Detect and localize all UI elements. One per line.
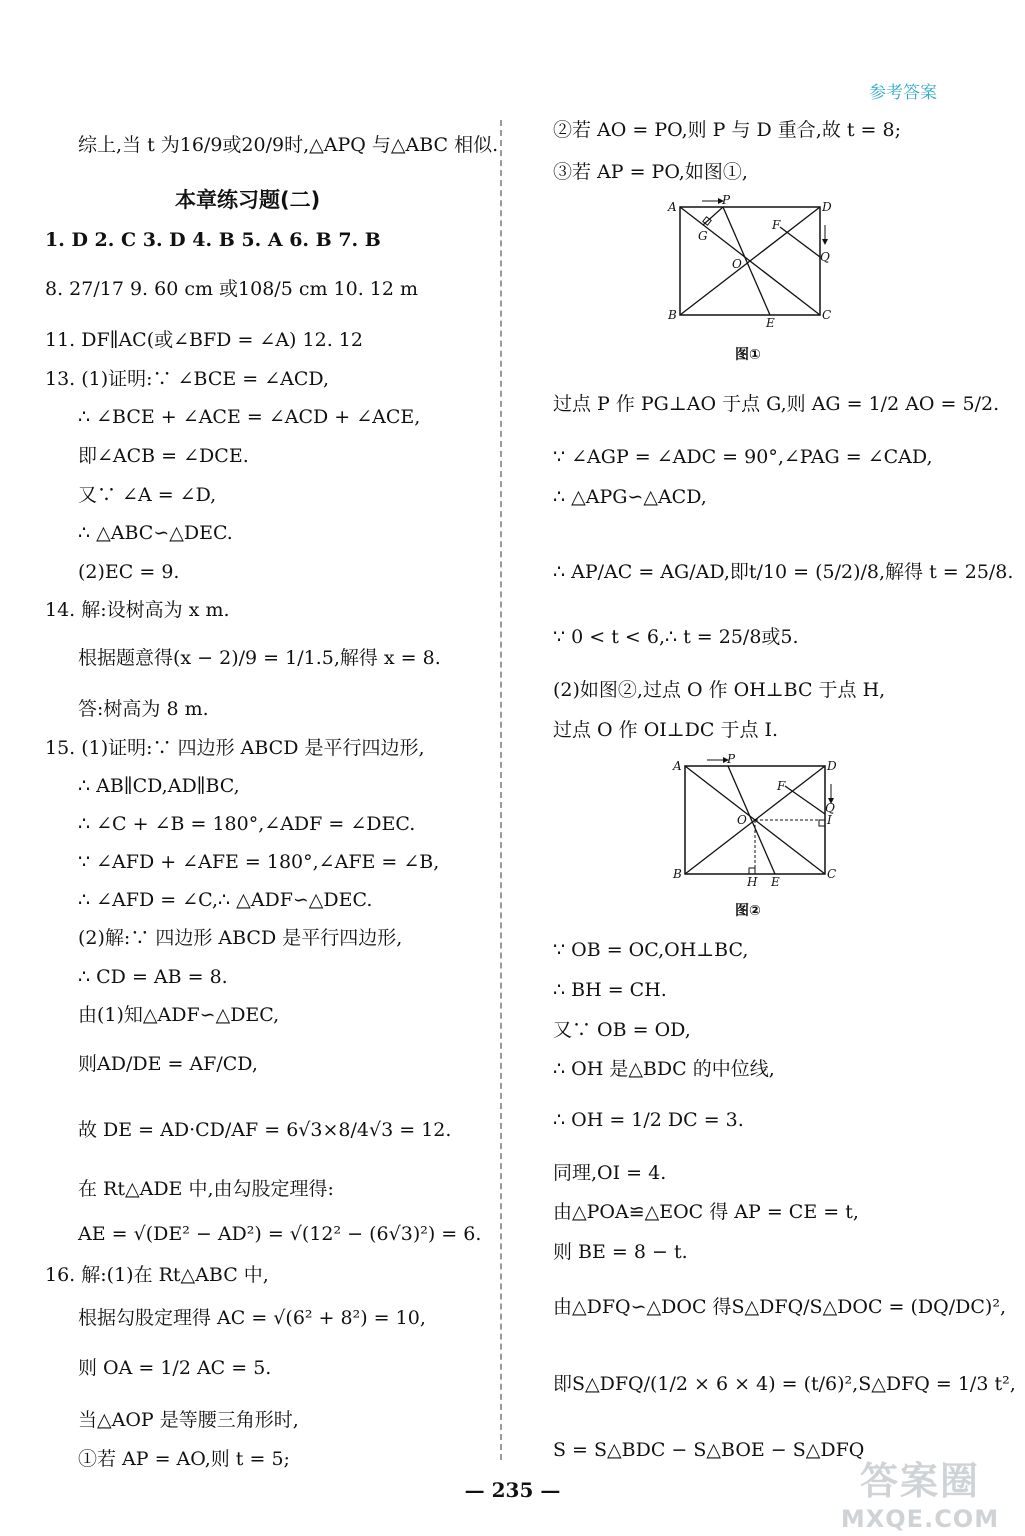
figure-1	[660, 195, 840, 330]
text-line: 14. 解:设树高为 x m.	[45, 599, 230, 621]
text-line: ∵ ∠AGP = ∠ADC = 90°,∠PAG = ∠CAD,	[553, 446, 933, 468]
figure-2-caption: 图②	[735, 903, 761, 919]
fig2-label-D: D	[827, 759, 837, 773]
text-line: ∴ △APG∽△ACD,	[553, 486, 707, 508]
text-line: 16. 解:(1)在 Rt△ABC 中,	[45, 1264, 269, 1286]
fig2-label-E: E	[771, 875, 780, 887]
text-line: ③若 AP = PO,如图①,	[553, 161, 748, 183]
fig1-label-A: A	[668, 200, 677, 214]
fig1-label-E: E	[766, 316, 775, 330]
text-line: ∴ CD = AB = 8.	[78, 966, 228, 988]
fig2-label-I: I	[827, 813, 832, 827]
fig1-label-F: F	[772, 218, 781, 232]
fig2-label-B: B	[673, 867, 682, 881]
text-line: 根据题意得(x − 2)/9 = 1/1.5,解得 x = 8.	[78, 647, 441, 669]
text-line: ①若 AP = AO,则 t = 5;	[78, 1448, 290, 1470]
watermark-text: 答案圈	[859, 1459, 980, 1503]
text-line: 8. 27/17 9. 60 cm 或108/5 cm 10. 12 m	[45, 278, 419, 300]
figure-1-caption: 图①	[735, 347, 761, 363]
figure-2	[665, 752, 845, 887]
fig2-label-P: P	[727, 752, 736, 766]
watermark-url: MXQE.COM	[840, 1505, 1000, 1533]
text-line: 则 OA = 1/2 AC = 5.	[78, 1357, 272, 1379]
text-line: 答:树高为 8 m.	[78, 698, 209, 720]
text-line: ∵ ∠AFD + ∠AFE = 180°,∠AFE = ∠B,	[78, 851, 440, 873]
text-line: ∵ OB = OC,OH⊥BC,	[553, 939, 749, 961]
fig2-label-C: C	[827, 867, 837, 881]
text-line: (2)解:∵ 四边形 ABCD 是平行四边形,	[78, 927, 403, 949]
page-number: — 235 —	[464, 1478, 561, 1502]
text-line: 13. (1)证明:∵ ∠BCE = ∠ACD,	[45, 368, 330, 390]
fig1-label-P: P	[722, 195, 731, 207]
text-line: ∴ OH 是△BDC 的中位线,	[553, 1058, 775, 1080]
text-line: S = S△BDC − S△BOE − S△DFQ	[553, 1439, 865, 1461]
text-line: ②若 AO = PO,则 P 与 D 重合,故 t = 8;	[553, 119, 902, 141]
text-line: 则AD/DE = AF/CD,	[78, 1053, 258, 1075]
text-line: 又∵ OB = OD,	[553, 1019, 691, 1041]
fig2-label-Q: Q	[825, 801, 835, 815]
fig2-label-H: H	[747, 875, 758, 887]
text-line: 15. (1)证明:∵ 四边形 ABCD 是平行四边形,	[45, 737, 425, 759]
text-line: 即S△DFQ/(1/2 × 6 × 4) = (t/6)²,S△DFQ = 1/3 t²,	[553, 1373, 1016, 1395]
text-line: 又∵ ∠A = ∠D,	[78, 484, 217, 506]
text-line: 综上,当 t 为16/9或20/9时,△APQ 与△ABC 相似.	[78, 134, 499, 156]
text-line: 11. DF∥AC(或∠BFD = ∠A) 12. 12	[45, 329, 363, 351]
text-line: ∴ ∠BCE + ∠ACE = ∠ACD + ∠ACE,	[78, 406, 421, 428]
fig1-label-D: D	[822, 200, 832, 214]
text-line: (2)如图②,过点 O 作 OH⊥BC 于点 H,	[553, 679, 886, 701]
text-line: ∴ OH = 1/2 DC = 3.	[553, 1109, 744, 1131]
text-line: 则 BE = 8 − t.	[553, 1241, 688, 1263]
section-title: 本章练习题(二)	[175, 188, 321, 212]
text-line: 由(1)知△ADF∽△DEC,	[78, 1004, 280, 1026]
text-line: ∴ BH = CH.	[553, 979, 667, 1001]
text-line: 过点 P 作 PG⊥AO 于点 G,则 AG = 1/2 AO = 5/2.	[553, 393, 1000, 415]
text-line: ∴ AP/AC = AG/AD,即t/10 = (5/2)/8,解得 t = 25/8.	[553, 561, 1014, 583]
text-line: ∵ 0 < t < 6,∴ t = 25/8或5.	[553, 626, 799, 648]
text-line: 由△DFQ∽△DOC 得S△DFQ/S△DOC = (DQ/DC)²,	[553, 1296, 1006, 1318]
text-line: 故 DE = AD·CD/AF = 6√3×8/4√3 = 12.	[78, 1119, 452, 1141]
fig1-label-G: G	[698, 229, 708, 243]
text-line: ∴ ∠C + ∠B = 180°,∠ADF = ∠DEC.	[78, 813, 416, 835]
text-line: 过点 O 作 OI⊥DC 于点 I.	[553, 719, 779, 741]
fig2-label-F: F	[777, 779, 786, 793]
text-line: 同理,OI = 4.	[553, 1162, 667, 1184]
text-line: 1. D 2. C 3. D 4. B 5. A 6. B 7. B	[45, 229, 381, 251]
text-line: 由△POA≌△EOC 得 AP = CE = t,	[553, 1201, 859, 1223]
fig2-label-O: O	[737, 813, 747, 827]
text-line: 根据勾股定理得 AC = √(6² + 8²) = 10,	[78, 1307, 426, 1329]
fig1-label-B: B	[668, 308, 677, 322]
fig2-label-A: A	[673, 759, 682, 773]
fig1-label-O: O	[732, 257, 742, 271]
fig1-label-C: C	[822, 308, 832, 322]
column-divider	[500, 120, 502, 1460]
fig1-label-Q: Q	[820, 250, 830, 264]
text-line: AE = √(DE² − AD²) = √(12² − (6√3)²) = 6.	[78, 1223, 482, 1245]
text-line: 即∠ACB = ∠DCE.	[78, 445, 249, 467]
section-label: 参考答案	[869, 83, 937, 103]
text-line: 当△AOP 是等腰三角形时,	[78, 1409, 299, 1431]
text-line: ∴ ∠AFD = ∠C,∴ △ADF∽△DEC.	[78, 889, 373, 911]
text-line: ∴ AB∥CD,AD∥BC,	[78, 775, 240, 797]
text-line: (2)EC = 9.	[78, 561, 180, 583]
watermark-logo	[825, 1450, 1015, 1533]
text-line: ∴ △ABC∽△DEC.	[78, 522, 233, 544]
text-line: 在 Rt△ADE 中,由勾股定理得:	[78, 1178, 334, 1200]
